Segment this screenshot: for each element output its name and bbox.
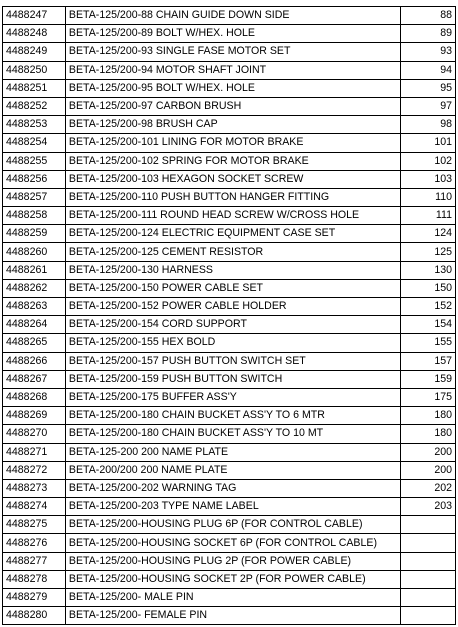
table-row xyxy=(3,607,456,625)
part-number-cell: 89 xyxy=(401,25,456,43)
table-row xyxy=(3,425,456,443)
part-number-cell xyxy=(401,589,456,607)
part-number-cell: 93 xyxy=(401,43,456,61)
table-row xyxy=(3,61,456,79)
table-row xyxy=(3,152,456,170)
part-description-cell: BETA-125/200-155 HEX BOLD xyxy=(65,334,401,352)
part-description-cell: BETA-125/200-175 BUFFER ASS'Y xyxy=(65,388,401,406)
table-row xyxy=(3,443,456,461)
part-description-cell: BETA-125/200-150 POWER CABLE SET xyxy=(65,279,401,297)
part-description-cell: BETA-200/200 200 NAME PLATE xyxy=(65,461,401,479)
table-row xyxy=(3,461,456,479)
part-number-cell: 200 xyxy=(401,461,456,479)
part-number-cell: 175 xyxy=(401,388,456,406)
part-code-cell: 4488270 xyxy=(3,425,66,443)
table-row xyxy=(3,370,456,388)
table-row xyxy=(3,261,456,279)
part-code-cell: 4488256 xyxy=(3,170,66,188)
part-description-cell: BETA-125/200-152 POWER CABLE HOLDER xyxy=(65,298,401,316)
table-row xyxy=(3,207,456,225)
part-code-cell: 4488258 xyxy=(3,207,66,225)
part-code-cell: 4488273 xyxy=(3,479,66,497)
part-description-cell: BETA-125/200-98 BRUSH CAP xyxy=(65,116,401,134)
table-row xyxy=(3,116,456,134)
part-description-cell: BETA-125/200-101 LINING FOR MOTOR BRAKE xyxy=(65,134,401,152)
part-number-cell xyxy=(401,534,456,552)
table-row xyxy=(3,279,456,297)
part-number-cell: 110 xyxy=(401,188,456,206)
part-number-cell: 203 xyxy=(401,498,456,516)
table-row xyxy=(3,25,456,43)
part-number-cell: 180 xyxy=(401,407,456,425)
part-code-cell: 4488262 xyxy=(3,279,66,297)
part-number-cell: 102 xyxy=(401,152,456,170)
part-description-cell: BETA-125/200-125 CEMENT RESISTOR xyxy=(65,243,401,261)
part-description-cell: BETA-125/200-89 BOLT W/HEX. HOLE xyxy=(65,25,401,43)
part-description-cell: BETA-125/200-HOUSING PLUG 6P (FOR CONTROL CABLE) xyxy=(65,516,401,534)
part-description-cell: BETA-125/200-154 CORD SUPPORT xyxy=(65,316,401,334)
part-code-cell: 4488269 xyxy=(3,407,66,425)
part-number-cell: 111 xyxy=(401,207,456,225)
part-description-cell: BETA-125/200- MALE PIN xyxy=(65,589,401,607)
part-code-cell: 4488265 xyxy=(3,334,66,352)
part-description-cell: BETA-125/200-111 ROUND HEAD SCREW W/CROSS HOLE xyxy=(65,207,401,225)
part-code-cell: 4488253 xyxy=(3,116,66,134)
table-row xyxy=(3,298,456,316)
part-number-cell: 155 xyxy=(401,334,456,352)
table-row xyxy=(3,79,456,97)
part-number-cell: 103 xyxy=(401,170,456,188)
part-code-cell: 4488278 xyxy=(3,570,66,588)
table-row xyxy=(3,225,456,243)
table-row xyxy=(3,243,456,261)
part-description-cell: BETA-125/200-88 CHAIN GUIDE DOWN SIDE xyxy=(65,7,401,25)
part-code-cell: 4488264 xyxy=(3,316,66,334)
part-number-cell: 159 xyxy=(401,370,456,388)
part-code-cell: 4488267 xyxy=(3,370,66,388)
part-code-cell: 4488274 xyxy=(3,498,66,516)
part-number-cell: 94 xyxy=(401,61,456,79)
part-description-cell: BETA-125/200-94 MOTOR SHAFT JOINT xyxy=(65,61,401,79)
part-number-cell: 101 xyxy=(401,134,456,152)
table-row xyxy=(3,316,456,334)
table-row xyxy=(3,7,456,25)
part-code-cell: 4488251 xyxy=(3,79,66,97)
table-row xyxy=(3,570,456,588)
part-number-cell: 125 xyxy=(401,243,456,261)
table-row xyxy=(3,170,456,188)
table-row xyxy=(3,534,456,552)
part-description-cell: BETA-125/200-HOUSING SOCKET 2P (FOR POWER CABLE) xyxy=(65,570,401,588)
part-code-cell: 4488275 xyxy=(3,516,66,534)
table-row xyxy=(3,134,456,152)
part-number-cell: 88 xyxy=(401,7,456,25)
table-row xyxy=(3,589,456,607)
part-description-cell: BETA-125/200-103 HEXAGON SOCKET SCREW xyxy=(65,170,401,188)
part-code-cell: 4488268 xyxy=(3,388,66,406)
part-code-cell: 4488271 xyxy=(3,443,66,461)
part-description-cell: BETA-125/200-202 WARNING TAG xyxy=(65,479,401,497)
part-description-cell: BETA-125/200-203 TYPE NAME LABEL xyxy=(65,498,401,516)
part-code-cell: 4488260 xyxy=(3,243,66,261)
part-description-cell: BETA-125/200-159 PUSH BUTTON SWITCH xyxy=(65,370,401,388)
part-number-cell: 202 xyxy=(401,479,456,497)
part-code-cell: 4488255 xyxy=(3,152,66,170)
part-number-cell: 98 xyxy=(401,116,456,134)
part-description-cell: BETA-125/200-180 CHAIN BUCKET ASS'Y TO 6 MTR xyxy=(65,407,401,425)
part-number-cell: 180 xyxy=(401,425,456,443)
part-number-cell: 200 xyxy=(401,443,456,461)
part-description-cell: BETA-125/200-95 BOLT W/HEX. HOLE xyxy=(65,79,401,97)
part-code-cell: 4488279 xyxy=(3,589,66,607)
table-row xyxy=(3,498,456,516)
part-number-cell: 130 xyxy=(401,261,456,279)
part-code-cell: 4488266 xyxy=(3,352,66,370)
table-row xyxy=(3,388,456,406)
table-row xyxy=(3,479,456,497)
part-number-cell: 154 xyxy=(401,316,456,334)
table-row xyxy=(3,552,456,570)
table-row xyxy=(3,188,456,206)
part-code-cell: 4488276 xyxy=(3,534,66,552)
part-description-cell: BETA-125/200-97 CARBON BRUSH xyxy=(65,97,401,115)
part-number-cell: 157 xyxy=(401,352,456,370)
part-number-cell: 124 xyxy=(401,225,456,243)
part-code-cell: 4488259 xyxy=(3,225,66,243)
part-number-cell: 95 xyxy=(401,79,456,97)
part-number-cell: 150 xyxy=(401,279,456,297)
part-code-cell: 4488247 xyxy=(3,7,66,25)
part-description-cell: BETA-125/200-HOUSING SOCKET 6P (FOR CONTROL CABLE) xyxy=(65,534,401,552)
part-code-cell: 4488252 xyxy=(3,97,66,115)
part-description-cell: BETA-125/200- FEMALE PIN xyxy=(65,607,401,625)
part-number-cell xyxy=(401,552,456,570)
table-row xyxy=(3,97,456,115)
parts-table xyxy=(2,6,456,625)
part-description-cell: BETA-125/200-HOUSING PLUG 2P (FOR POWER CABLE) xyxy=(65,552,401,570)
part-description-cell: BETA-125/200-93 SINGLE FASE MOTOR SET xyxy=(65,43,401,61)
part-code-cell: 4488254 xyxy=(3,134,66,152)
part-number-cell: 152 xyxy=(401,298,456,316)
part-code-cell: 4488250 xyxy=(3,61,66,79)
part-code-cell: 4488249 xyxy=(3,43,66,61)
part-code-cell: 4488280 xyxy=(3,607,66,625)
part-number-cell xyxy=(401,607,456,625)
part-description-cell: BETA-125/200-130 HARNESS xyxy=(65,261,401,279)
part-description-cell: BETA-125/200-124 ELECTRIC EQUIPMENT CASE SET xyxy=(65,225,401,243)
part-code-cell: 4488272 xyxy=(3,461,66,479)
part-code-cell: 4488277 xyxy=(3,552,66,570)
part-description-cell: BETA-125/200-157 PUSH BUTTON SWITCH SET xyxy=(65,352,401,370)
part-number-cell: 97 xyxy=(401,97,456,115)
part-code-cell: 4488257 xyxy=(3,188,66,206)
part-code-cell: 4488261 xyxy=(3,261,66,279)
part-code-cell: 4488248 xyxy=(3,25,66,43)
table-row xyxy=(3,352,456,370)
part-code-cell: 4488263 xyxy=(3,298,66,316)
part-number-cell xyxy=(401,516,456,534)
table-row xyxy=(3,43,456,61)
part-number-cell xyxy=(401,570,456,588)
part-description-cell: BETA-125/200-102 SPRING FOR MOTOR BRAKE xyxy=(65,152,401,170)
table-row xyxy=(3,516,456,534)
table-row xyxy=(3,407,456,425)
part-description-cell: BETA-125-200 200 NAME PLATE xyxy=(65,443,401,461)
parts-table-body xyxy=(3,7,456,625)
table-row xyxy=(3,334,456,352)
part-description-cell: BETA-125/200-110 PUSH BUTTON HANGER FITTING xyxy=(65,188,401,206)
part-description-cell: BETA-125/200-180 CHAIN BUCKET ASS'Y TO 10 MT xyxy=(65,425,401,443)
